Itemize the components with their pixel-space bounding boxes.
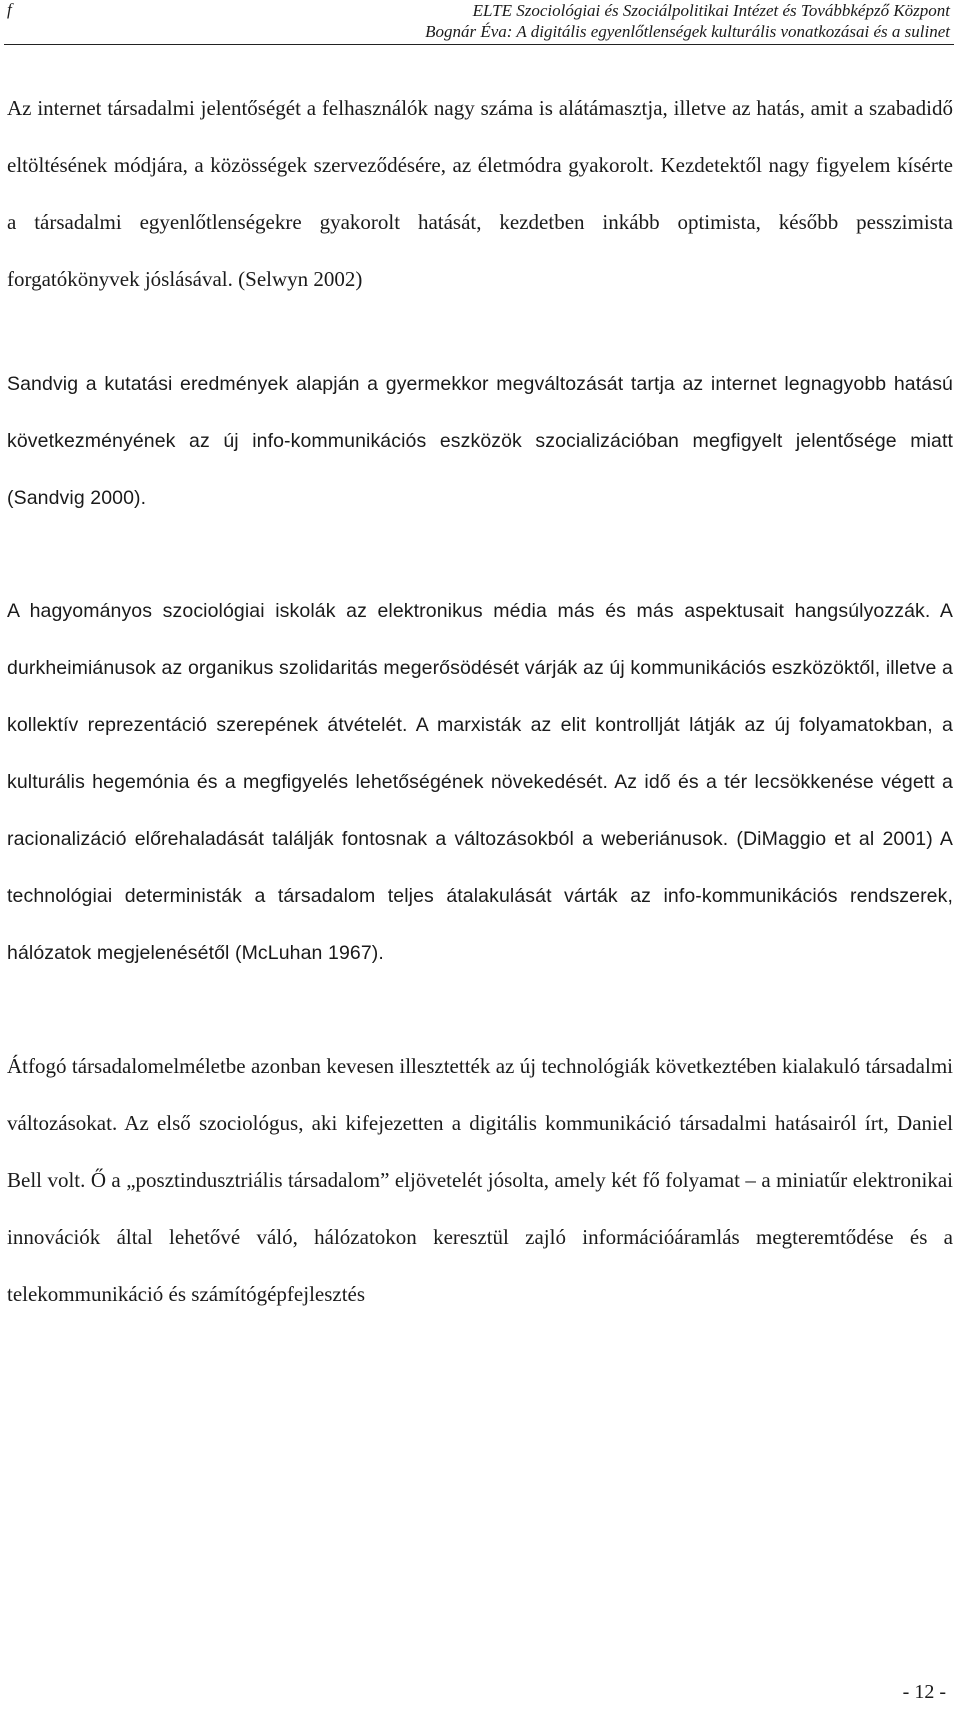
body-text	[7, 80, 953, 1323]
header-institute: ELTE Szociológiai és Szociálpolitikai Intézet és Továbbképző Központ	[472, 1, 950, 20]
paragraph-1: Az internet társadalmi jelentőségét a felhasználók nagy száma is alátámasztja, illetve az hatás, amit a szabadidő eltöltésének módjára, a közösségek szerveződésére, az életmódra gyakorolt. Kezdetektől nagy figyelem kísérte a társadalmi egyenlőtlenségekre gyakorolt hatását, kezdetben inkább optimista, később pesszimista forgatókönyvek jóslásával. (Selwyn 2002)	[7, 96, 953, 291]
paragraph-4: Átfogó társadalomelméletbe azonban kevesen illesztették az új technológiák következtében kialakuló társadalmi változásokat. Az első szociológus, aki kifejezetten a digitális kommunikáció társadalmi hatásairól írt, Daniel Bell volt. Ő a „posztindusztriális társadalom” eljövetelét jósolta, amely két fő folyamat – a miniatűr elektronikai innovációk által lehetővé váló, hálózatokon keresztül zajló információáramlás megteremtődése és a telekommunikáció és számítógépfejlesztés	[7, 1054, 953, 1306]
page-number: - 12 -	[902, 1681, 946, 1703]
header-divider	[4, 44, 954, 45]
header-author-title: Bognár Éva: A digitális egyenlőtlenségek kulturális vonatkozásai és a sulinet	[425, 22, 950, 41]
paragraph-2: Sandvig a kutatási eredmények alapján a gyermekkor megváltozását tartja az internet legnagyobb hatású következményének az új info-kommunikációs eszközök szocializációban megfigyelt jelentősége miatt (Sandvig 2000).	[7, 373, 953, 509]
page-header	[425, 0, 950, 42]
header-mark: f	[7, 0, 12, 19]
paragraph-3: A hagyományos szociológiai iskolák az elektronikus média más és más aspektusait hangsúlyozzák. A durkheimiánusok az organikus szolidaritás megerősödését várják az új kommunikációs eszközöktől, illetve a kollektív reprezentáció szerepének átvételét. A marxisták az elit kontrollját látják az új folyamatokban, a kulturális hegemónia és a megfigyelés lehetőségének növekedését. Az idő és a tér lecsökkenése végett a racionalizáció előrehaladását találják fontosnak a változásokból a weberiánusok. (DiMaggio et al 2001) A technológiai deterministák a társadalom teljes átalakulását várták az info-kommunikációs rendszerek, hálózatok megjelenésétől (McLuhan 1967).	[7, 600, 953, 964]
